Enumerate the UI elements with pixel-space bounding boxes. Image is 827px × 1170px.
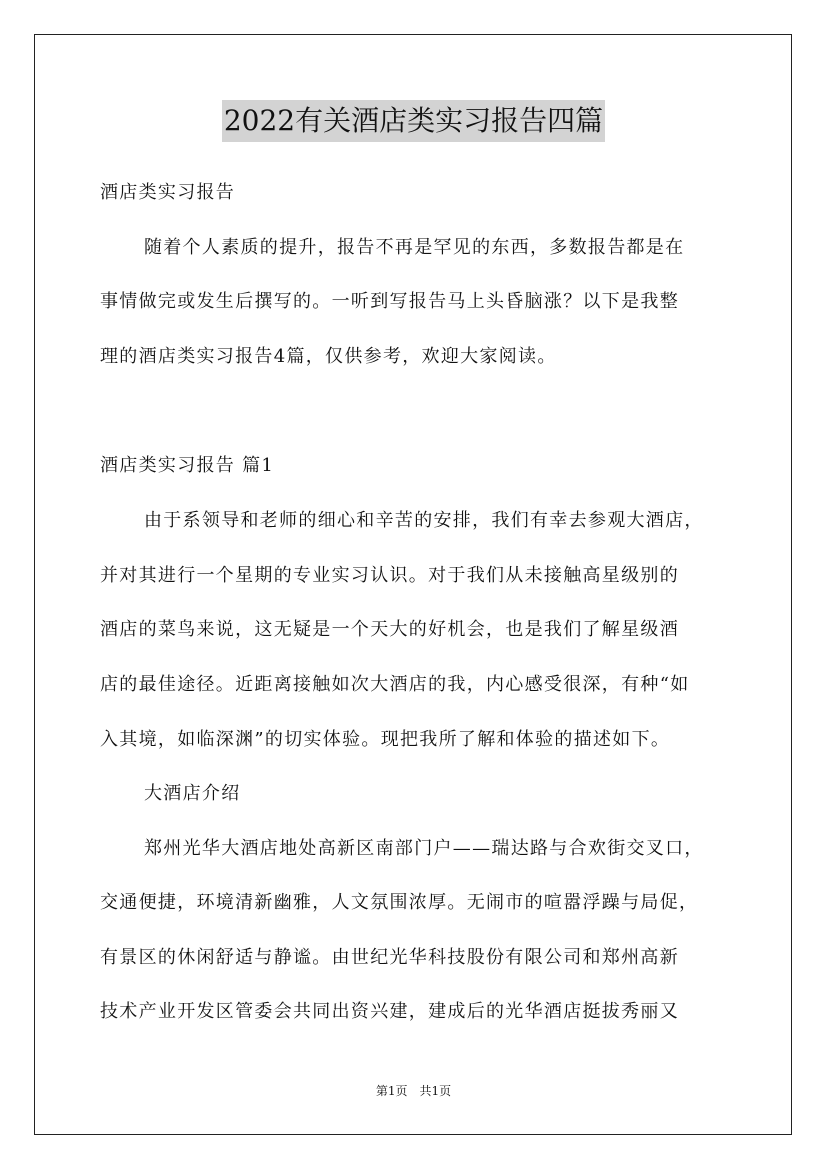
paragraph-line: 有景区的休闲舒适与静谧。由世纪光华科技股份有限公司和郑州高新 xyxy=(100,947,679,968)
paragraph-line: 酒店的菜鸟来说，这无疑是一个天大的好机会，也是我们了解星级酒 xyxy=(100,619,679,640)
section-heading: 酒店类实习报告 篇1 xyxy=(100,455,275,476)
intro-line: 理的酒店类实习报告4篇，仅供参考，欢迎大家阅读。 xyxy=(100,346,557,367)
paragraph-line: 郑州光华大酒店地处高新区南部门户——瑞达路与合欢街交叉口， xyxy=(144,838,704,859)
intro-line: 随着个人素质的提升，报告不再是罕见的东西，多数报告都是在 xyxy=(144,237,685,258)
intro-line: 事情做完或发生后撰写的。一听到写报告马上头昏脑涨？以下是我整 xyxy=(100,291,679,312)
subheading: 大酒店介绍 xyxy=(144,783,241,804)
intro-heading: 酒店类实习报告 xyxy=(100,182,236,203)
paragraph-line: 由于系领导和老师的细心和辛苦的安排，我们有幸去参观大酒店， xyxy=(144,510,704,531)
page-number: 第1页 共1页 xyxy=(375,1084,452,1098)
document-title: 2022有关酒店类实习报告四篇 xyxy=(222,100,605,142)
paragraph-line: 并对其进行一个星期的专业实习认识。对于我们从未接触高星级别的 xyxy=(100,565,679,586)
paragraph-line: 技术产业开发区管委会共同出资兴建，建成后的光华酒店挺拔秀丽又 xyxy=(100,1001,679,1022)
paragraph-line: 交通便捷，环境清新幽雅，人文氛围浓厚。无闹市的喧嚣浮躁与局促， xyxy=(100,892,699,913)
paragraph-line: 店的最佳途径。近距离接触如次大酒店的我，内心感受很深，有种“如 xyxy=(100,674,690,695)
paragraph-line: 入其境，如临深渊”的切实体验。现把我所了解和体验的描述如下。 xyxy=(100,729,671,750)
title-block xyxy=(0,100,827,142)
